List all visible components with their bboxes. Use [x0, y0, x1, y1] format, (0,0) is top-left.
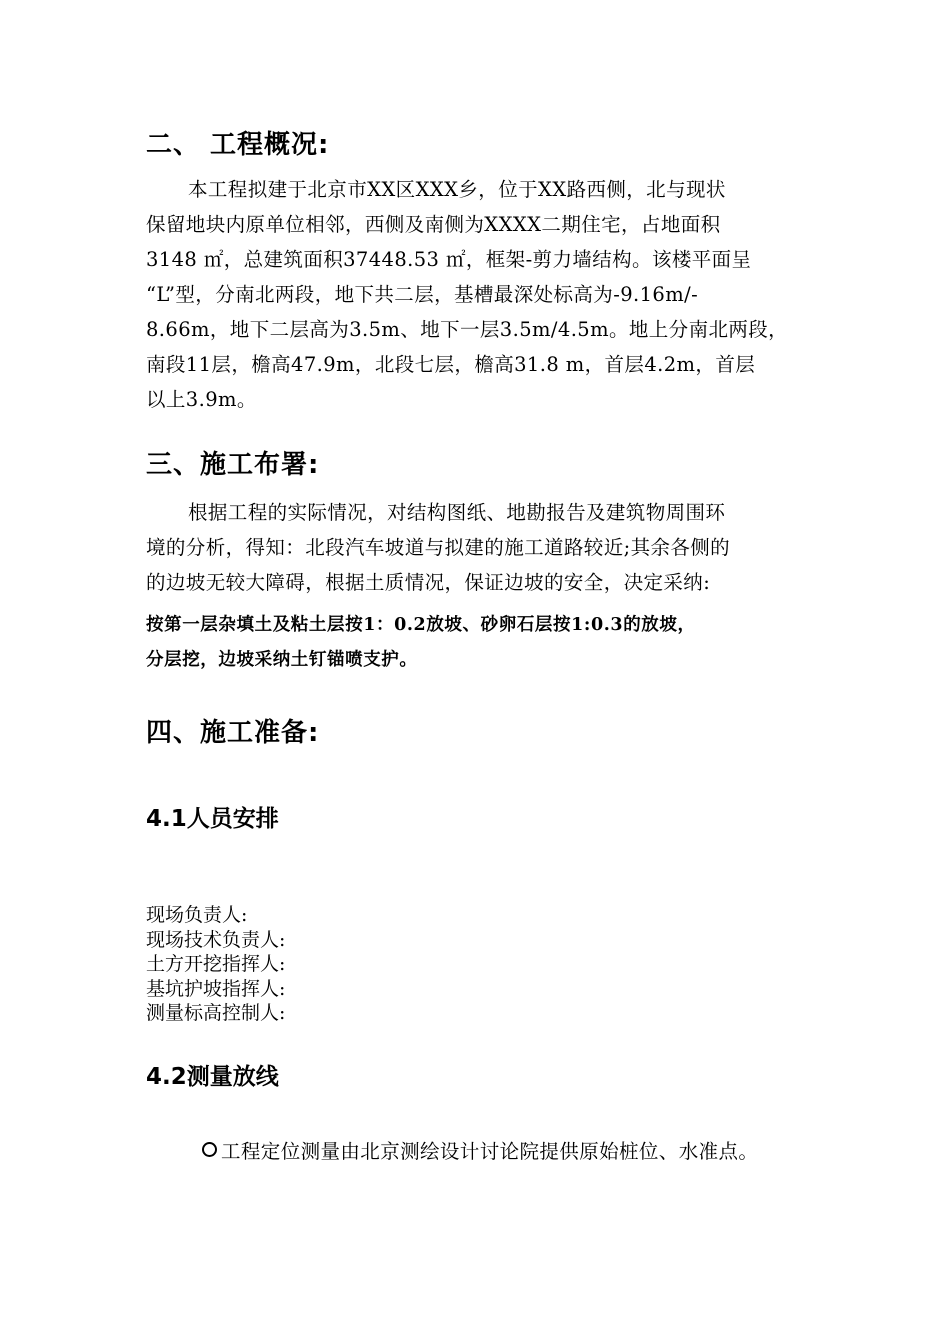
- circle-bullet-icon: [202, 1142, 217, 1157]
- section-heading-layout: 三、施工布署:: [146, 450, 320, 480]
- subsection-heading-survey: 4.2测量放线: [146, 1064, 279, 1090]
- staff-role: 基坑护坡指挥人:: [146, 977, 286, 1000]
- emphasis-line: 按第一层杂填土及粘土层按1：0.2放坡、砂卵石层按1:0.3的放坡，: [146, 615, 696, 635]
- emphasis-line: 分层挖，边坡采纳土钉锚喷支护。: [146, 650, 418, 670]
- overview-line: 南段11层，檐高47.9m，北段七层，檐高31.8 m，首层4.2m，首层: [146, 353, 756, 376]
- layout-emphasis: [146, 608, 826, 678]
- staff-role: 现场技术负责人:: [146, 928, 286, 951]
- overview-line: 以上3.9m。: [146, 388, 257, 411]
- overview-line: 本工程拟建于北京市XX区XXX乡，位于XX路西侧，北与现状: [188, 178, 726, 201]
- layout-line: 境的分析，得知：北段汽车坡道与拟建的施工道路较近;其余各侧的: [146, 536, 731, 559]
- staff-role: 现场负责人:: [146, 904, 248, 926]
- staffing-list: [146, 903, 285, 1026]
- overview-line: 3148 ㎡，总建筑面积37448.53 ㎡，框架-剪力墙结构。该楼平面呈: [146, 248, 752, 271]
- staff-role: 土方开挖指挥人:: [146, 953, 286, 975]
- section-heading-overview: 二、 工程概况:: [146, 130, 330, 160]
- survey-bullet-text: 工程定位测量由北京测绘设计讨论院提供原始桩位、水准点。: [221, 1140, 759, 1163]
- layout-line: 的边坡无较大障碍，根据土质情况，保证边坡的安全，决定采纳:: [146, 571, 711, 594]
- survey-bullet-item: [202, 1136, 758, 1164]
- layout-paragraph: [146, 495, 826, 600]
- overview-paragraph: [146, 172, 826, 417]
- layout-line: 根据工程的实际情况，对结构图纸、地勘报告及建筑物周围环: [188, 501, 726, 524]
- subsection-heading-staffing: 4.1人员安排: [146, 806, 279, 832]
- staff-role: 测量标高控制人:: [146, 1002, 286, 1024]
- overview-line: 保留地块内原单位相邻，西侧及南侧为XXXX二期住宅，占地面积: [146, 213, 721, 236]
- overview-line: “L”型，分南北两段，地下共二层，基槽最深处标高为-9.16m/-: [146, 283, 699, 306]
- overview-line: 8.66m，地下二层高为3.5m、地下一层3.5m/4.5m。地上分南北两段，: [146, 318, 789, 341]
- section-heading-preparation: 四、施工准备:: [146, 718, 320, 748]
